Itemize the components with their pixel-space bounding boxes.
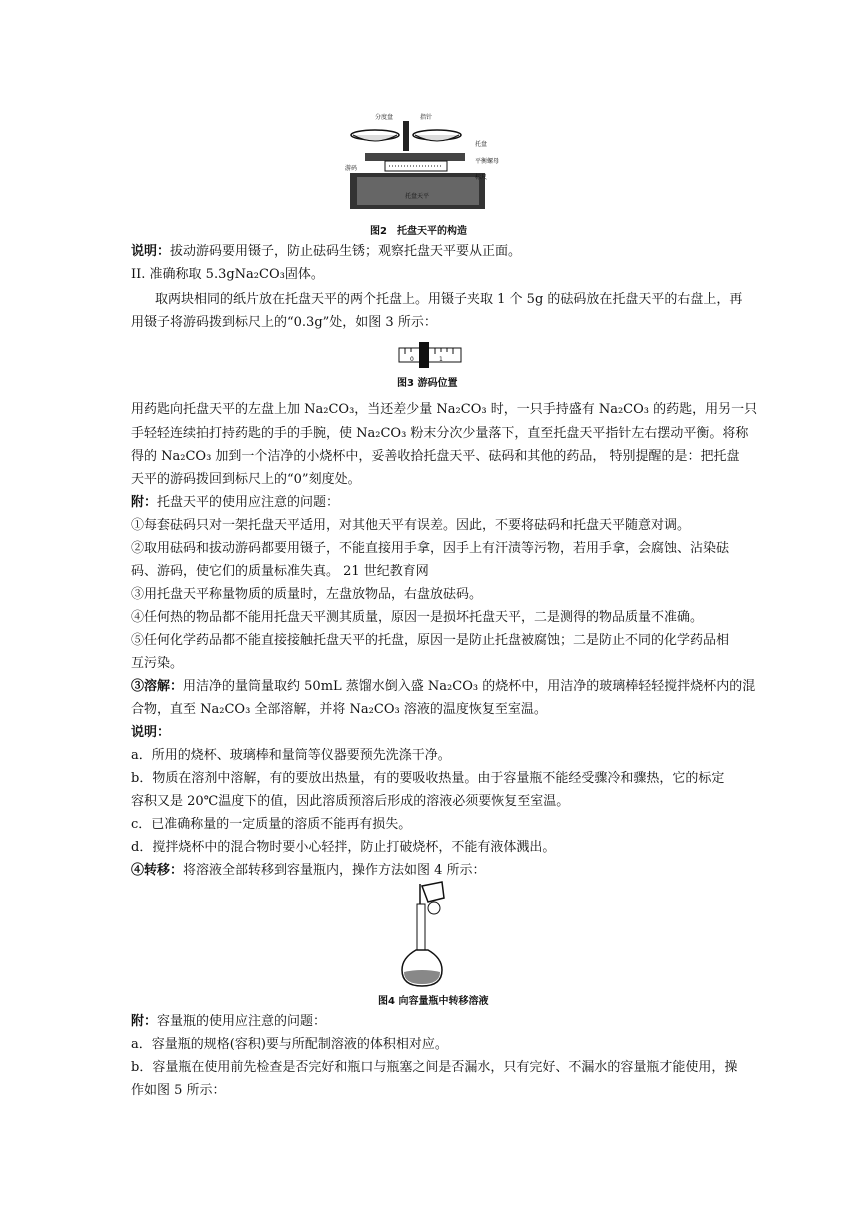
text-line-24: d．搅拌烧杯中的混合物时要小心轻拌，防止打破烧杯，不能有液体溅出。: [131, 840, 556, 855]
text-line-12: 码、游码，使它们的质量标准失真。 21 世纪教育网: [131, 564, 429, 579]
fig3-caption: 图3 游码位置: [397, 378, 458, 389]
dissolve-text: 用洁净的量筒量取约 50mL 蒸馏水倒入盛 Na₂CO₃ 的烧杯中，用洁净的玻璃棒轻轻搅拌烧杯内的混: [183, 679, 756, 694]
text-line-18: 合物，直至 Na₂CO₃ 全部溶解，并将 Na₂CO₃ 溶液的温度恢复至室温。: [131, 702, 547, 717]
text-line-9: [131, 493, 731, 513]
balance-diagram: [345, 113, 505, 221]
appendix-label-2: 附：: [131, 1014, 158, 1029]
fig3-tick-0: 0: [410, 356, 414, 363]
fig4-caption: 图4 向容量瓶中转移溶液: [378, 996, 489, 1007]
appendix-text-2: 容量瓶的使用应注意的问题：: [157, 1014, 327, 1029]
fig2-base-label: 托盘天平: [405, 193, 430, 200]
fig2-scale-label: 标尺: [475, 174, 488, 181]
note-text: 拔动游码要用镊子，防止砝码生锈；观察托盘天平要从正面。: [170, 244, 522, 259]
text-line-2: II. 准确称取 5.3gNa₂CO₃固体。: [131, 267, 324, 282]
appendix-text: 托盘天平的使用应注意的问题：: [157, 495, 340, 510]
dissolve-label: ③溶解：: [131, 679, 184, 694]
text-line-10: ①每套砝码只对一架托盘天平适用，对其他天平有误差。因此，不要将砝码和托盘天平随意对调。: [131, 518, 691, 533]
fig2-scale-pan-label: 分度盘: [375, 114, 394, 121]
text-line-23: c．已准确称量的一定质量的溶质不能再有损失。: [131, 817, 412, 832]
text-line-19: [131, 723, 731, 743]
text-line-3: 取两块相同的纸片放在托盘天平的两个托盘上。用镊子夹取 1 个 5g 的砝码放在托盘天平的右盘上，再: [155, 292, 743, 307]
fig2-pointer-label: 指针: [420, 114, 433, 121]
note-label-2: 说明：: [131, 725, 171, 740]
text-line-20: a．所用的烧杯、玻璃棒和量筒等仪器要预先洗涤干净。: [131, 748, 451, 763]
text-line-6: 手轻轻连续拍打持药匙的手的手腕，使 Na₂CO₃ 粉末分次少量落下，直至托盘天平指针左右摆动平衡。将称: [131, 426, 749, 441]
text-line-17: [131, 677, 756, 697]
note-label: 说明：: [131, 244, 171, 259]
transfer-label: ④转移：: [131, 863, 184, 878]
text-line-25: [131, 861, 731, 881]
appendix-label: 附：: [131, 495, 158, 510]
text-line-16: 互污染。: [131, 656, 184, 671]
text-line-28: b．容量瓶在使用前先检查是否完好和瓶口与瓶塞之间是否漏水，只有完好、不漏水的容量瓶才能使用，操: [131, 1060, 738, 1075]
rider-position-diagram: [397, 340, 463, 370]
text-line-7: 得的 Na₂CO₃ 加到一个洁净的小烧杯中，妥善收拾托盘天平、砝码和其他的药品， 特别提醒的是：把托盘: [131, 449, 740, 464]
text-line-15: ⑤任何化学药品都不能直接接触托盘天平的托盘，原因一是防止托盘被腐蚀；二是防止不同的化学药品相: [131, 633, 730, 648]
transfer-text: 将溶液全部转移到容量瓶内，操作方法如图 4 所示：: [183, 863, 486, 878]
text-line-8: 天平的游码拨回到标尺上的“0”刻度处。: [131, 472, 361, 487]
text-line-1: [131, 242, 731, 262]
fig3-tick-1: 1: [439, 356, 443, 363]
text-line-14: ④任何热的物品都不能用托盘天平测其质量，原因一是损坏托盘天平，二是测得的物品质量不准确。: [131, 610, 704, 625]
text-line-5: 用药匙向托盘天平的左盘上加 Na₂CO₃，当还差少量 Na₂CO₃ 时，一只手持盛有 Na₂CO₃ 的药匙，用另一只: [131, 402, 758, 417]
text-line-4: 用镊子将游码拨到标尺上的“0.3g”处，如图 3 所示：: [131, 315, 437, 330]
text-line-27: a．容量瓶的规格(容积)要与所配制溶液的体积相对应。: [131, 1037, 448, 1052]
text-line-11: ②取用砝码和拔动游码都要用镊子，不能直接用手拿，因手上有汗渍等污物，若用手拿，会腐蚀、沾染砝: [131, 541, 730, 556]
fig2-rider-label: 游码: [345, 165, 358, 172]
text-line-29: 作如图 5 所示：: [131, 1083, 226, 1098]
text-line-13: ③用托盘天平称量物质的质量时，左盘放物品，右盘放砝码。: [131, 587, 483, 602]
text-line-21: b．物质在溶剂中溶解，有的要放出热量，有的要吸收热量。由于容量瓶不能经受骤冷和骤热，它的标定: [131, 771, 725, 786]
text-line-22: 容积又是 20℃温度下的值，因此溶质预溶后形成的溶液必须要恢复至室温。: [131, 794, 570, 809]
flask-transfer-diagram: [398, 880, 462, 990]
fig2-caption: 图2 托盘天平的构造: [370, 226, 467, 237]
fig2-nut-label: 平衡螺母: [475, 158, 500, 165]
text-line-26: [131, 1012, 731, 1032]
fig2-tray-label: 托盘: [475, 141, 488, 148]
